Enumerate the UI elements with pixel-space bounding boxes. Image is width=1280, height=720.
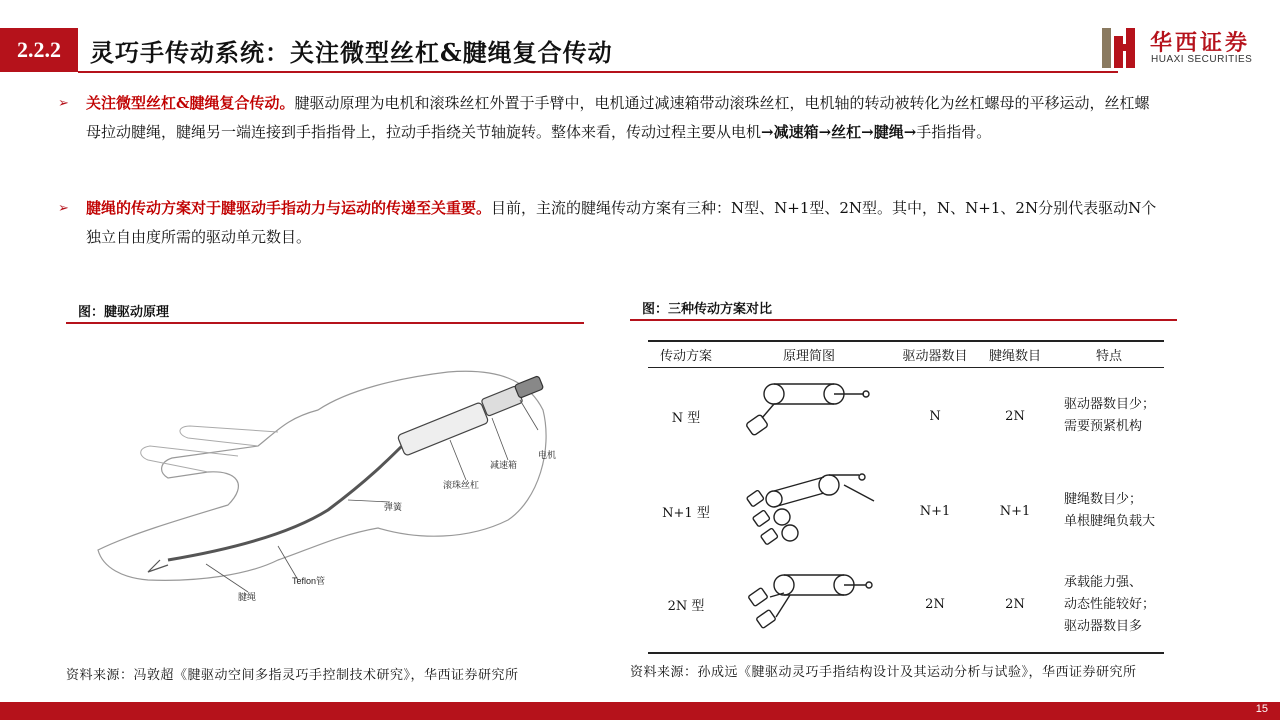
table-row [648, 367, 1164, 465]
motor-body [514, 376, 543, 399]
table-row [648, 465, 1164, 557]
bullet-2 [58, 194, 1158, 252]
figure-left-title: 图：腱驱动原理 [78, 305, 170, 320]
diagram-cell [724, 465, 894, 557]
footer-bar [0, 702, 1280, 720]
huaxi-logo-icon [1100, 26, 1140, 70]
table-header-cell: 特点 [1054, 341, 1164, 367]
bullet-1-highlight: 关注微型丝杠&腱绳复合传动。 [86, 94, 295, 112]
label-teflon: Teflon管 [292, 576, 326, 586]
bullet-2-highlight: 腱绳的传动方案对于腱驱动手指动力与运动的传递至关重要。 [86, 199, 492, 217]
feature-line: 动态性能较好； [1064, 596, 1156, 612]
page-title: 灵巧手传动系统：关注微型丝杠&腱绳复合传动 [90, 38, 613, 67]
logo-text-en: HUAXI SECURITIES [1151, 54, 1253, 65]
feature-line: 驱动器数目多 [1064, 618, 1143, 634]
figure-right-title: 图：三种传动方案对比 [642, 302, 773, 317]
table-row [648, 557, 1164, 653]
features-cell [1054, 465, 1164, 557]
drivers-cell: N+1 [919, 503, 951, 519]
figure-right-source: 资料来源：孙成远《腱驱动灵巧手指结构设计及其运动分析与试验》，华西证券研究所 [630, 665, 1137, 680]
n-plus-1-type-diagram [734, 467, 884, 551]
bullet-arrow-icon: ➢ [58, 201, 69, 216]
tendon-sheath [168, 440, 408, 560]
label-spring: 弹簧 [384, 502, 403, 512]
feature-line: 驱动器数目少； [1064, 397, 1156, 413]
2n-type-diagram [734, 567, 884, 639]
table-header-cell: 腱绳数目 [976, 341, 1054, 367]
figure-left-source: 资料来源：冯敦超《腱驱动空间多指灵巧手控制技术研究》，华西证券研究所 [66, 668, 519, 683]
table-header-cell: 传动方案 [648, 341, 724, 367]
tendon-line [148, 560, 168, 572]
section-number: 2.2.2 [0, 28, 78, 72]
label-tendon: 腱绳 [238, 592, 257, 602]
ballscrew-housing [397, 402, 489, 456]
bullet-1 [58, 89, 1158, 147]
feature-line: 需要预紧机构 [1064, 419, 1143, 435]
scheme-cell: 2N 型 [648, 557, 724, 653]
table-header-cell: 原理简图 [724, 341, 894, 367]
diagram-cell [724, 557, 894, 653]
n-type-diagram [734, 378, 884, 450]
bullet-2-text: 目前，主流的腱绳传动方案有三种：N型、N+1型、2N型。其中，N、N+1、2N分别代表驱动N个独立自由度所需的驱动单元数目。 [86, 199, 1157, 246]
bullet-arrow-icon: ➢ [58, 96, 69, 111]
drivers-cell: N [929, 408, 941, 424]
page-number: 15 [1255, 703, 1268, 715]
feature-line: 腱绳数目少； [1064, 492, 1143, 507]
bullet-1-text-end: 手指指骨。 [916, 123, 992, 141]
scheme-cell: N+1 型 [662, 505, 710, 521]
tendon-drive-diagram [88, 360, 566, 618]
features-cell [1054, 367, 1164, 465]
features-cell [1054, 557, 1164, 653]
tendons-cell: N+1 [999, 503, 1031, 519]
tendons-cell: 2N [976, 557, 1054, 653]
feature-line: 单根腱绳负载大 [1064, 514, 1156, 529]
bullet-1-text: 腱驱动原理为电机和滚珠丝杠外置于手臂中，电机通过减速箱带动滚珠丝杠，电机轴的转动被转化为丝杠螺母的平移运动，丝杠螺母拉动腱绳，腱绳另一端连接到手指指骨上，拉动手指绕关节轴旋转。整体来看，传动过程主要从电机 [86, 94, 1150, 141]
scheme-cell: N 型 [671, 410, 701, 426]
label-reducer: 减速箱 [490, 460, 518, 470]
figure-right-rule [630, 319, 1177, 321]
drivers-cell: 2N [894, 557, 976, 653]
label-ballscrew: 滚珠丝杠 [443, 480, 480, 490]
feature-line: 承载能力强、 [1064, 574, 1143, 590]
table-header-row [648, 341, 1164, 367]
tendons-cell: 2N [1005, 408, 1025, 424]
logo-text-cn: 华西证券 [1150, 30, 1251, 56]
title-divider [78, 71, 1118, 73]
diagram-cell [724, 367, 894, 465]
bullet-1-chain: →减速箱→丝杠→腱绳→ [761, 123, 917, 141]
label-motor: 电机 [538, 450, 557, 460]
table-header-cell: 驱动器数目 [894, 341, 976, 367]
comparison-table [648, 340, 1164, 654]
figure-left-rule [66, 322, 584, 324]
